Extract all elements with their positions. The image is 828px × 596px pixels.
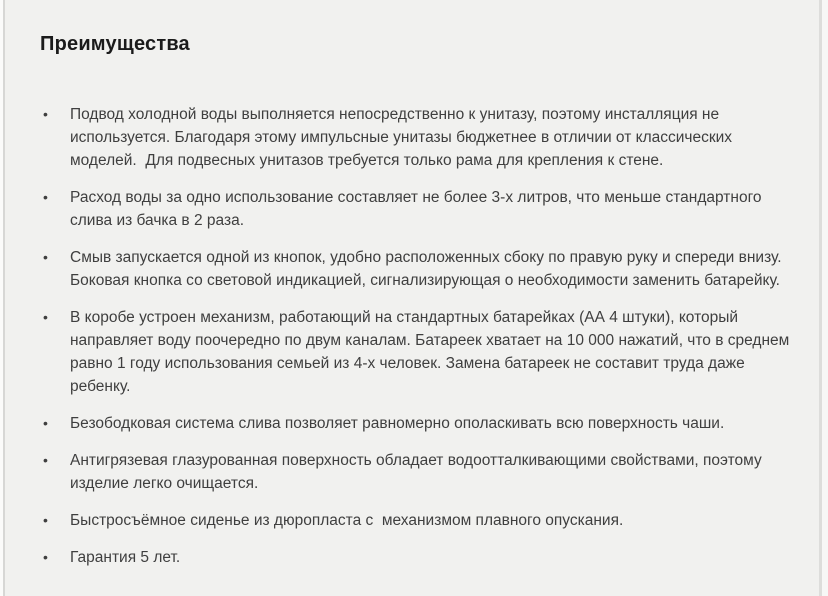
page-left-edge-line [3, 0, 5, 596]
bullet-icon: • [43, 452, 48, 468]
list-item [40, 449, 798, 495]
bullet-icon: • [43, 549, 48, 565]
list-item [40, 186, 798, 232]
list-item-text: Смыв запускается одной из кнопок, удобно расположенных сбоку по правую руку и спереди внизу. Боковая кнопка со световой индикацией, сигнализирующая о необходимости заменить батарейку. [70, 249, 786, 289]
bullet-icon: • [43, 309, 48, 325]
bullet-icon: • [43, 249, 48, 265]
list-item [40, 306, 798, 398]
bullet-icon: • [43, 189, 48, 205]
list-item-text: Гарантия 5 лет. [70, 549, 181, 566]
page-right-edge-strip [822, 0, 828, 596]
list-item [40, 412, 798, 435]
bullet-icon: • [43, 415, 48, 431]
list-item-text: В коробе устроен механизм, работающий на стандартных батарейках (АА 4 штуки), который направляет воду поочередно по двум каналам. Батареек хватает на 10 000 нажатий, что в среднем равно 1 году использования семьей из 4-х человек. Замена батареек не составит труда даже ребенку. [70, 309, 794, 395]
bullet-icon: • [43, 512, 48, 528]
list-item [40, 246, 798, 292]
advantages-list [40, 103, 798, 569]
bullet-icon: • [43, 106, 48, 122]
list-item-text: Подвод холодной воды выполняется непосредственно к унитазу, поэтому инсталляция не используется. Благодаря этому импульсные унитазы бюджетнее в отличии от классических моделей. Для подвесных унитазов требуется только рама для крепления к стене. [70, 106, 737, 169]
list-item [40, 509, 798, 532]
list-item [40, 103, 798, 172]
list-item-text: Расход воды за одно использование составляет не более 3-х литров, что меньше стандартного слива из бачка в 2 раза. [70, 189, 766, 229]
page-title: Преимущества [40, 33, 190, 55]
list-item-text: Безободковая система слива позволяет равномерно ополаскивать всю поверхность чаши. [70, 415, 725, 432]
list-item-text: Быстросъёмное сиденье из дюропласта с механизмом плавного опускания. [70, 512, 624, 529]
list-item-text: Антигрязевая глазурованная поверхность обладает водоотталкивающими свойствами, поэтому изделие легко очищается. [70, 452, 767, 492]
list-item [40, 546, 798, 569]
